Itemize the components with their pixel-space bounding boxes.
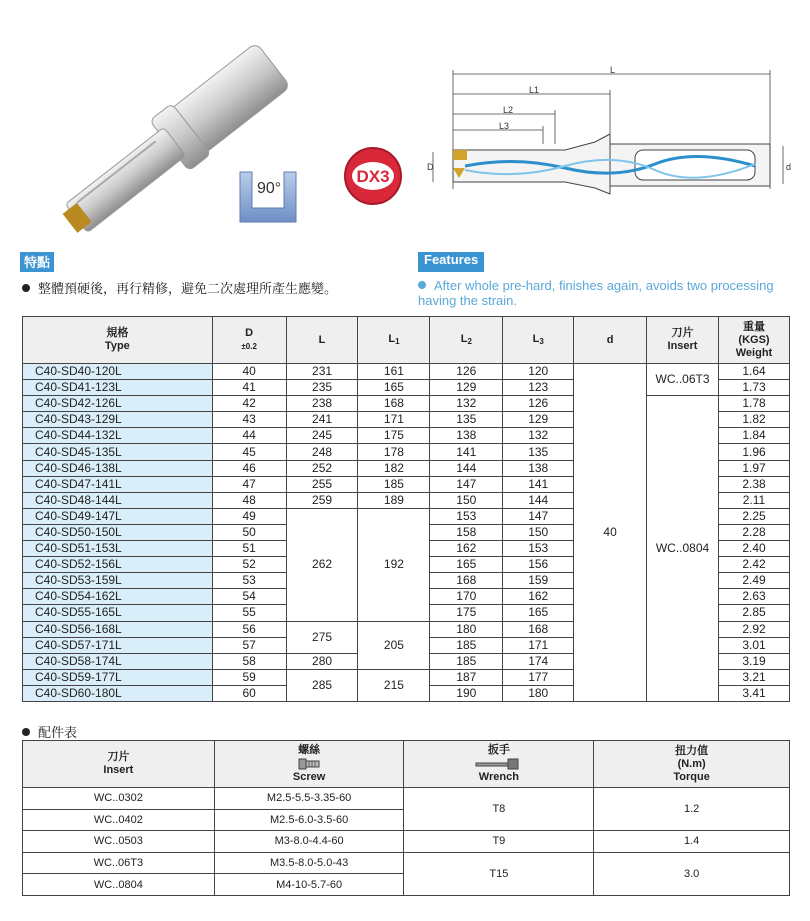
L2-cell: 162 (430, 541, 503, 557)
L3-cell: 147 (503, 508, 574, 524)
weight-cell: 1.84 (718, 428, 789, 444)
type-cell: C40-SD49-147L (23, 508, 213, 524)
D-cell: 56 (212, 621, 286, 637)
L1-cell: 205 (358, 621, 430, 669)
dim-L1-label: L1 (529, 85, 540, 95)
L1-cell: 168 (358, 396, 430, 412)
acc-insert-cell: WC..0503 (23, 831, 215, 853)
L2-cell: 190 (430, 685, 503, 701)
screw-icon (298, 758, 320, 770)
weight-cell: 2.25 (718, 508, 789, 524)
accessories-title: 配件表 (38, 726, 78, 741)
features-en-tag: Features (418, 252, 484, 272)
type-cell: C40-SD43-129L (23, 412, 213, 428)
weight-cell: 2.11 (718, 492, 789, 508)
acc-insert-cell: WC..06T3 (23, 852, 215, 874)
D-cell: 42 (212, 396, 286, 412)
weight-cell: 2.92 (718, 621, 789, 637)
L2-cell: 185 (430, 637, 503, 653)
L2-cell: 168 (430, 573, 503, 589)
acc-wrench-cell: T9 (404, 831, 594, 853)
D-cell: 51 (212, 541, 286, 557)
features-cn-text-row (22, 278, 337, 297)
L1-cell: 165 (358, 380, 430, 396)
dim-D-label: D (427, 162, 434, 172)
L1-cell: 215 (358, 669, 430, 701)
D-cell: 60 (212, 685, 286, 701)
dx3-coating-badge (343, 146, 403, 206)
L3-cell: 132 (503, 428, 574, 444)
type-cell: C40-SD51-153L (23, 541, 213, 557)
type-cell: C40-SD40-120L (23, 364, 213, 380)
type-cell: C40-SD53-159L (23, 573, 213, 589)
L3-cell: 135 (503, 444, 574, 460)
L3-cell: 153 (503, 541, 574, 557)
L3-cell: 165 (503, 605, 574, 621)
D-cell: 43 (212, 412, 286, 428)
type-cell: C40-SD48-144L (23, 492, 213, 508)
L-cell: 285 (286, 669, 358, 701)
L1-cell: 161 (358, 364, 430, 380)
table-row (23, 396, 790, 412)
L2-cell: 132 (430, 396, 503, 412)
L-cell: 231 (286, 364, 358, 380)
dim-L2-label: L2 (503, 105, 514, 115)
spec-table (22, 316, 790, 702)
header-L1: $L_1$ (358, 317, 430, 364)
features-en-text: After whole pre-hard, finishes again, avoids two processing having the strain. (418, 278, 774, 308)
d-cell: 40 (574, 364, 647, 702)
L-cell: 245 (286, 428, 358, 444)
D-cell: 49 (212, 508, 286, 524)
acc-header-screw: 螺絲 Screw (214, 741, 404, 788)
L2-cell: 180 (430, 621, 503, 637)
accessories-title-row (22, 722, 77, 741)
L-cell: 238 (286, 396, 358, 412)
wrench-icon (474, 758, 524, 770)
L3-cell: 171 (503, 637, 574, 653)
table-row (23, 364, 790, 380)
L2-cell: 153 (430, 508, 503, 524)
L3-cell: 150 (503, 524, 574, 540)
weight-cell: 2.28 (718, 524, 789, 540)
type-cell: C40-SD47-141L (23, 476, 213, 492)
weight-cell: 2.40 (718, 541, 789, 557)
L2-cell: 185 (430, 653, 503, 669)
L1-cell: 171 (358, 412, 430, 428)
weight-cell: 2.49 (718, 573, 789, 589)
L1-cell: 189 (358, 492, 430, 508)
weight-cell: 2.38 (718, 476, 789, 492)
D-cell: 53 (212, 573, 286, 589)
D-cell: 44 (212, 428, 286, 444)
acc-wrench-cell: T15 (404, 852, 594, 895)
D-cell: 45 (212, 444, 286, 460)
type-cell: C40-SD52-156L (23, 557, 213, 573)
L-cell: 275 (286, 621, 358, 653)
angle-label: 90° (257, 180, 282, 197)
D-cell: 41 (212, 380, 286, 396)
weight-cell: 3.19 (718, 653, 789, 669)
L-cell: 280 (286, 653, 358, 669)
acc-header-insert: 刀片 Insert (23, 741, 215, 788)
acc-screw-cell: M2.5-5.5-3.35-60 (214, 788, 404, 810)
weight-cell: 1.97 (718, 460, 789, 476)
insert-cell: WC..0804 (647, 396, 719, 702)
weight-cell: 1.82 (718, 412, 789, 428)
features-cn-text: 整體預硬後，再行精修，避免二次處理所產生應變。 (38, 282, 338, 297)
L3-cell: 156 (503, 557, 574, 573)
L3-cell: 162 (503, 589, 574, 605)
acc-screw-cell: M3-8.0-4.4-60 (214, 831, 404, 853)
type-cell: C40-SD54-162L (23, 589, 213, 605)
weight-cell: 2.42 (718, 557, 789, 573)
header-L3: $L_3$ (503, 317, 574, 364)
acc-torque-cell: 1.4 (594, 831, 790, 853)
type-cell: C40-SD59-177L (23, 669, 213, 685)
type-cell: C40-SD60-180L (23, 685, 213, 701)
L3-cell: 177 (503, 669, 574, 685)
table-row (23, 852, 790, 874)
type-cell: C40-SD46-138L (23, 460, 213, 476)
D-cell: 59 (212, 669, 286, 685)
type-cell: C40-SD45-135L (23, 444, 213, 460)
dx3-label: DX3 (356, 167, 390, 186)
L2-cell: 150 (430, 492, 503, 508)
acc-torque-cell: 3.0 (594, 852, 790, 895)
weight-cell: 2.85 (718, 605, 789, 621)
L3-cell: 180 (503, 685, 574, 701)
D-cell: 58 (212, 653, 286, 669)
D-cell: 47 (212, 476, 286, 492)
D-cell: 48 (212, 492, 286, 508)
D-cell: 50 (212, 524, 286, 540)
acc-insert-cell: WC..0804 (23, 874, 215, 896)
D-cell: 54 (212, 589, 286, 605)
table-row (23, 788, 790, 810)
acc-screw-cell: M4-10-5.7-60 (214, 874, 404, 896)
weight-cell: 1.64 (718, 364, 789, 380)
weight-cell: 3.21 (718, 669, 789, 685)
features-cn-tag: 特點 (20, 252, 54, 272)
L1-cell: 175 (358, 428, 430, 444)
dim-L3-label: L3 (499, 121, 510, 131)
type-cell: C40-SD55-165L (23, 605, 213, 621)
accessories-table (22, 740, 790, 896)
L2-cell: 175 (430, 605, 503, 621)
L1-cell: 182 (358, 460, 430, 476)
L2-cell: 187 (430, 669, 503, 685)
acc-insert-cell: WC..0402 (23, 809, 215, 831)
type-cell: C40-SD50-150L (23, 524, 213, 540)
D-cell: 57 (212, 637, 286, 653)
weight-cell: 2.63 (718, 589, 789, 605)
weight-cell: 3.01 (718, 637, 789, 653)
L2-cell: 129 (430, 380, 503, 396)
header-type: 規格 Type (23, 317, 213, 364)
L3-cell: 144 (503, 492, 574, 508)
type-cell: C40-SD58-174L (23, 653, 213, 669)
acc-screw-cell: M3.5-8.0-5.0-43 (214, 852, 404, 874)
L-cell: 241 (286, 412, 358, 428)
weight-cell: 1.96 (718, 444, 789, 460)
D-cell: 55 (212, 605, 286, 621)
acc-torque-cell: 1.2 (594, 788, 790, 831)
L-cell: 259 (286, 492, 358, 508)
acc-wrench-cell: T8 (404, 788, 594, 831)
type-cell: C40-SD56-168L (23, 621, 213, 637)
insert-cell: WC..06T3 (647, 364, 719, 396)
L2-cell: 158 (430, 524, 503, 540)
type-cell: C40-SD42-126L (23, 396, 213, 412)
acc-insert-cell: WC..0302 (23, 788, 215, 810)
dim-L-label: L (610, 65, 616, 75)
header-weight: 重量 (KGS) Weight (718, 317, 789, 364)
header-d: d (574, 317, 647, 364)
L3-cell: 138 (503, 460, 574, 476)
L-cell: 255 (286, 476, 358, 492)
L1-cell: 192 (358, 508, 430, 621)
D-cell: 40 (212, 364, 286, 380)
acc-header-torque: 扭力值 (N.m) Torque (594, 741, 790, 788)
dimension-diagram (425, 64, 795, 204)
header-L: L (286, 317, 358, 364)
L-cell: 235 (286, 380, 358, 396)
L2-cell: 138 (430, 428, 503, 444)
bullet-icon (22, 728, 30, 736)
weight-cell: 3.41 (718, 685, 789, 701)
L2-cell: 141 (430, 444, 503, 460)
weight-cell: 1.78 (718, 396, 789, 412)
L-cell: 248 (286, 444, 358, 460)
type-cell: C40-SD41-123L (23, 380, 213, 396)
L3-cell: 159 (503, 573, 574, 589)
L1-cell: 185 (358, 476, 430, 492)
table-row (23, 831, 790, 853)
L2-cell: 147 (430, 476, 503, 492)
D-cell: 46 (212, 460, 286, 476)
L2-cell: 170 (430, 589, 503, 605)
L2-cell: 144 (430, 460, 503, 476)
L3-cell: 126 (503, 396, 574, 412)
acc-header-wrench: 扳手 Wrench (404, 741, 594, 788)
L3-cell: 168 (503, 621, 574, 637)
acc-screw-cell: M2.5-6.0-3.5-60 (214, 809, 404, 831)
D-cell: 52 (212, 557, 286, 573)
bullet-icon (418, 281, 426, 289)
type-cell: C40-SD44-132L (23, 428, 213, 444)
weight-cell: 1.73 (718, 380, 789, 396)
L3-cell: 123 (503, 380, 574, 396)
header-L2: $L_2$ (430, 317, 503, 364)
bullet-icon (22, 284, 30, 292)
dim-d-label: d (786, 162, 792, 172)
L3-cell: 174 (503, 653, 574, 669)
L-cell: 262 (286, 508, 358, 621)
L3-cell: 120 (503, 364, 574, 380)
L2-cell: 135 (430, 412, 503, 428)
header-insert: 刀片 Insert (647, 317, 719, 364)
L2-cell: 165 (430, 557, 503, 573)
L-cell: 252 (286, 460, 358, 476)
header-D: D ±0.2 (212, 317, 286, 364)
L1-cell: 178 (358, 444, 430, 460)
type-cell: C40-SD57-171L (23, 637, 213, 653)
L3-cell: 141 (503, 476, 574, 492)
features-en-text-row (418, 278, 793, 308)
L3-cell: 129 (503, 412, 574, 428)
L2-cell: 126 (430, 364, 503, 380)
